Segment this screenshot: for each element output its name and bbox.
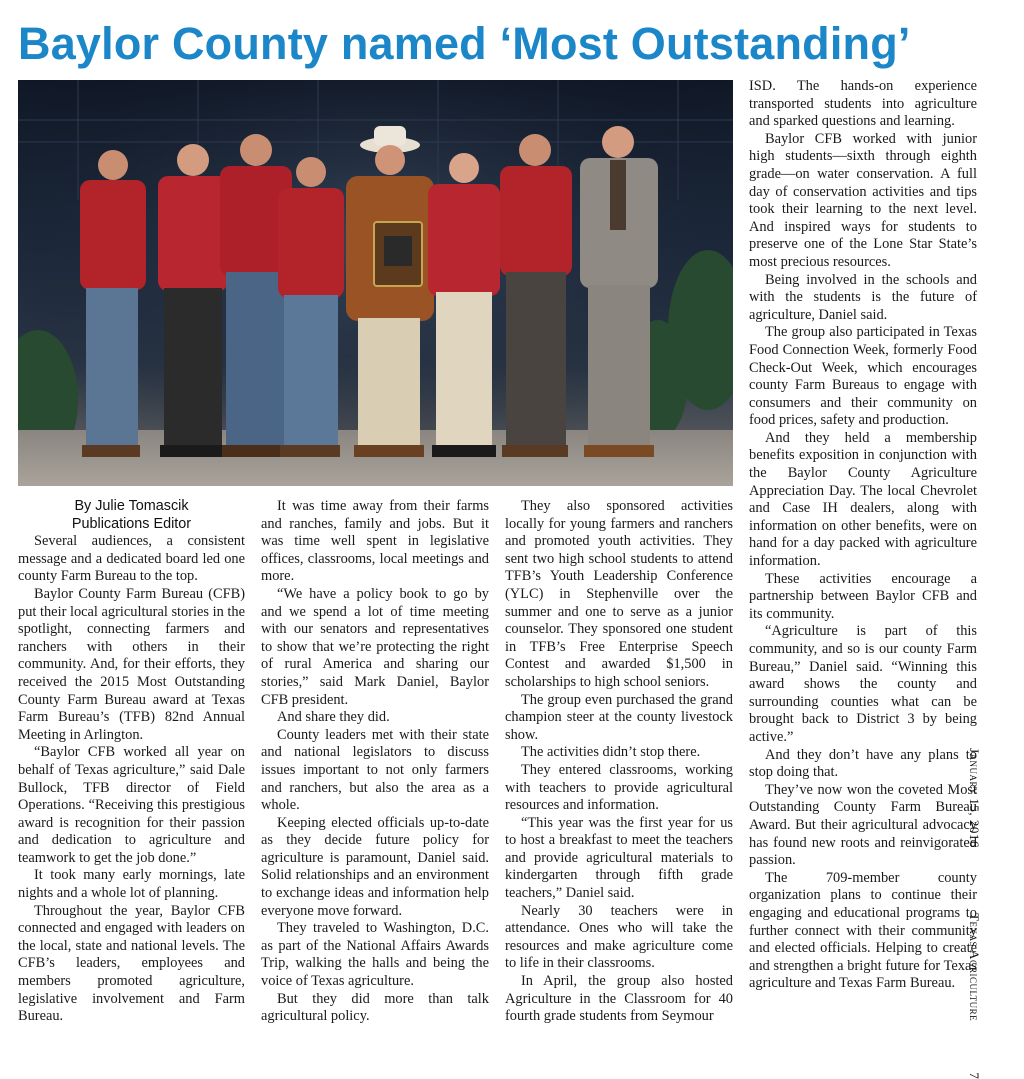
- paragraph: The activities didn’t stop there.: [521, 744, 701, 761]
- paragraph: Nearly 30 teachers were in attendance. Ones who will take the resources and make agriculture come to life in their classrooms.: [505, 902, 733, 972]
- paragraph: “This year was the first year for us to host a breakfast to meet the teachers and provide agricultural materials to kindergarten through fifth grade teachers,” Daniel said.: [505, 814, 733, 902]
- paragraph: And share they did.: [277, 709, 390, 726]
- folio-publication: Texas Agriculture: [967, 913, 982, 1022]
- paragraph: And they don’t have any plans to stop doing that.: [749, 746, 977, 781]
- paragraph: It was time away from their farms and ranches, family and jobs. But it was time well spent in legislative offices, classrooms, local meetings and more.: [261, 498, 489, 585]
- article-column-1: [18, 498, 245, 1026]
- byline-title: Publications Editor: [71, 515, 192, 532]
- article-column-4: [749, 78, 977, 993]
- paragraph: They’ve now won the coveted Most Outstanding County Farm Bureau Award. But their agricultural advocacy has found new roots and reinvigorated passion.: [749, 781, 977, 869]
- paragraph: County leaders met with their state and national legislators to discuss issues important to not only farmers and ranchers, but also the area as a whole.: [261, 726, 489, 814]
- page-folio: [958, 748, 982, 1079]
- group-photo-image: [18, 80, 733, 486]
- article-column-2: [261, 498, 489, 1026]
- paragraph: They also sponsored activities locally for young farmers and ranchers and promoted youth activities. They sent two high school students to attend TFB’s Youth Leadership Conference (YLC) in Stephenville over the summer and one to serve as a junior counselor. They sponsored one student in TFB’s Free Enterprise Speech Contest and awarded $1,500 in scholarships to high school seniors.: [505, 498, 733, 690]
- paragraph: “We have a policy book to go by and we spend a lot of time meeting with our senators and representatives to show that we’re protecting the right of rural America and sharing our stories,” said Mark Daniel, Baylor CFB president.: [261, 585, 489, 708]
- paragraph: The 709-member county organization plans to continue their engaging and educational programs to further connect with their community and elected officials. Helping to create and strengthen a bright future for Texas agriculture and Texas Farm Bureau.: [749, 869, 977, 992]
- award-photo-illustration: [18, 80, 733, 486]
- paragraph: But they did more than talk agricultural policy.: [261, 990, 489, 1025]
- paragraph: “Baylor CFB worked all year on behalf of Texas agriculture,” said Dale Bullock, TFB director of Field Operations. “Receiving this prestigious award is recognition for their passion and dedication to agriculture and teamwork to get the job done.”: [18, 744, 245, 866]
- folio-page-number: 7: [967, 1072, 982, 1079]
- paragraph: Several audiences, a consistent message and a dedicated board led one county Farm Bureau to the top.: [18, 533, 245, 585]
- paragraph: Baylor County Farm Bureau (CFB) put their local agricultural stories in the spotlight, connecting farmers and ranchers with others in their community. And, for their efforts, they received the 2015 Most Outstanding County Farm Bureau award at Texas Farm Bureau’s (TFB) 82nd Annual Meeting in Arlington.: [18, 585, 245, 743]
- folio-date: January 15, 2016: [967, 748, 982, 848]
- paragraph: They traveled to Washington, D.C. as part of the National Affairs Awards Trip, walking the halls and being the voice of Texas agriculture.: [261, 920, 489, 990]
- paragraph-continued: ISD. The hands-on experience transported students into agriculture and sparked questions and learning.: [749, 78, 977, 130]
- paragraph: In April, the group also hosted Agriculture in the Classroom for 40 fourth grade students from Seymour: [505, 973, 733, 1025]
- paragraph: Keeping elected officials up-to-date as they decide future policy for agriculture is paramount, Daniel said. Solid relationships and an environment to exchange ideas and information help everyone move forward.: [261, 814, 489, 919]
- headline: Baylor County named ‘Most Outstanding’: [18, 18, 911, 69]
- paragraph: “Agriculture is part of this community, and so is our county Farm Bureau,” Daniel said. “Winning this award shows the county and surrounding counties what can be brought back to District 3 by being active.”: [749, 623, 977, 745]
- paragraph: Baylor CFB worked with junior high students—sixth through eighth grade—on water conservation. A full day of conservation activities and tips took their learning to the next level. And inspired ways for students to preserve one of the Lone Star State’s most precious resources.: [749, 130, 977, 270]
- paragraph: The group even purchased the grand champion steer at the county livestock show.: [505, 691, 733, 743]
- paragraph: Throughout the year, Baylor CFB connected and engaged with leaders on the local, state and national levels. The CFB’s leaders, employees and members promoted agriculture, legislative involvement and Farm Bureau.: [18, 902, 245, 1025]
- article-column-3: [505, 498, 733, 1026]
- paragraph: These activities encourage a partnership between Baylor CFB and its community.: [749, 570, 977, 622]
- byline-author: By Julie Tomascik: [74, 498, 189, 514]
- paragraph: It took many early mornings, late nights and a whole lot of planning.: [18, 867, 245, 902]
- paragraph: And they held a membership benefits exposition in conjunction with the Baylor County Agriculture Appreciation Day. The local Chevrolet and Case IH dealers, along with information on other benefits, were on hand for a day packed with agriculture information.: [749, 429, 977, 570]
- paragraph: Being involved in the schools and with the students is the future of agriculture, Daniel said.: [749, 271, 977, 323]
- paragraph: They entered classrooms, working with teachers to provide agricultural resources and information.: [505, 761, 733, 814]
- paragraph: The group also participated in Texas Food Connection Week, formerly Food Check-Out Week, which encourages county Farm Bureaus to engage with consumers and their community on food prices, safety and production.: [749, 324, 977, 429]
